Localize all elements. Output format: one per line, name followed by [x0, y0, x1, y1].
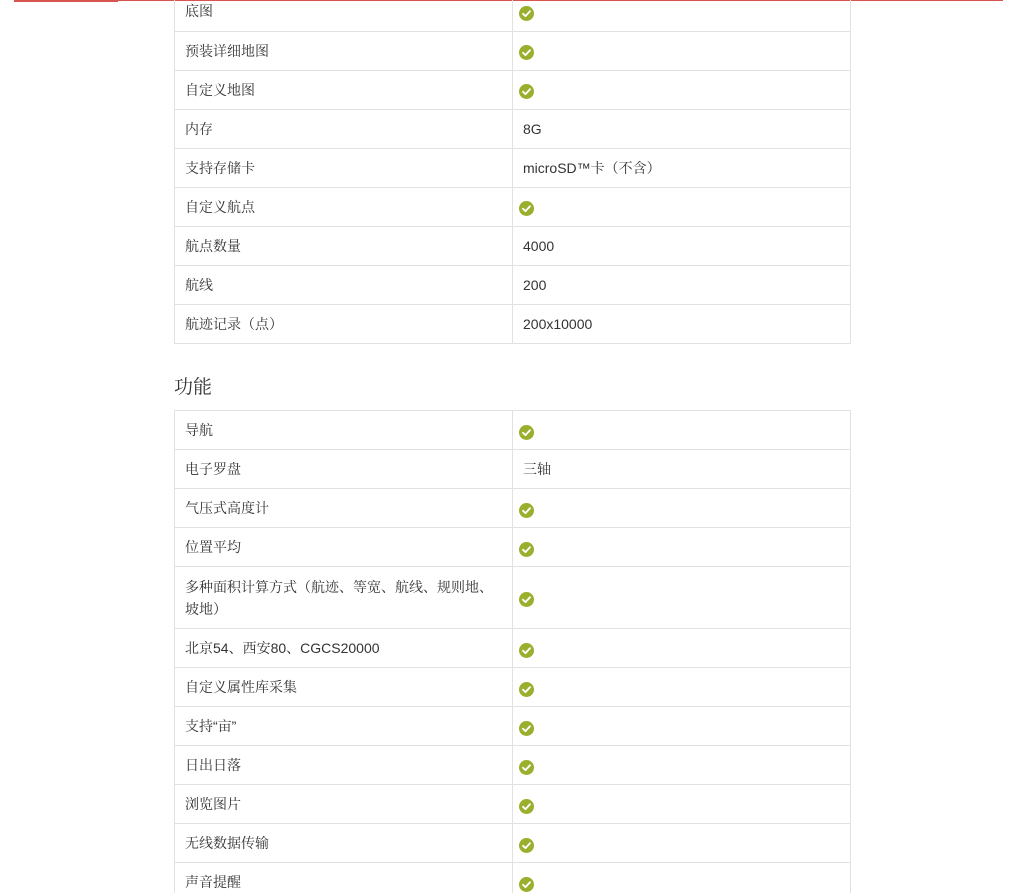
row-value-check — [513, 0, 851, 31]
row-value-check — [513, 489, 851, 528]
row-label: 导航 — [175, 411, 513, 450]
table-row — [175, 411, 851, 450]
row-value-check — [513, 863, 851, 893]
check-circle-icon — [519, 837, 534, 852]
check-circle-icon — [519, 876, 534, 891]
row-label: 声音提醒 — [175, 863, 513, 893]
row-value-check — [513, 746, 851, 785]
table-row — [175, 629, 851, 668]
row-value-check — [513, 824, 851, 863]
row-label: 浏览图片 — [175, 785, 513, 824]
row-label: 北京54、西安80、CGCS20000 — [175, 629, 513, 668]
row-value-check — [513, 567, 851, 629]
table-row — [175, 528, 851, 567]
table-row — [175, 226, 851, 265]
row-value-check — [513, 528, 851, 567]
row-value: 4000 — [513, 226, 851, 265]
table-row — [175, 450, 851, 489]
table-row — [175, 567, 851, 629]
table-row — [175, 863, 851, 893]
row-label: 航点数量 — [175, 226, 513, 265]
row-value-check — [513, 70, 851, 109]
check-circle-icon — [519, 681, 534, 696]
check-circle-icon — [519, 200, 534, 215]
table-row — [175, 824, 851, 863]
check-circle-icon — [519, 83, 534, 98]
row-value: 8G — [513, 109, 851, 148]
row-value: 200 — [513, 265, 851, 304]
table-row — [175, 707, 851, 746]
row-label: 自定义地图 — [175, 70, 513, 109]
check-circle-icon — [519, 424, 534, 439]
table-row — [175, 265, 851, 304]
row-value: microSD™卡（不含） — [513, 148, 851, 187]
table-row — [175, 0, 851, 31]
row-label: 无线数据传输 — [175, 824, 513, 863]
check-circle-icon — [519, 5, 534, 20]
row-label: 自定义属性库采集 — [175, 668, 513, 707]
table-row — [175, 304, 851, 343]
check-circle-icon — [519, 720, 534, 735]
table-row — [175, 746, 851, 785]
table-row — [175, 109, 851, 148]
row-value-check — [513, 668, 851, 707]
row-label: 电子罗盘 — [175, 450, 513, 489]
table-row — [175, 31, 851, 70]
row-label: 气压式高度计 — [175, 489, 513, 528]
table-row — [175, 785, 851, 824]
row-value-check — [513, 31, 851, 70]
check-circle-icon — [519, 591, 534, 606]
row-label: 支持“亩” — [175, 707, 513, 746]
specs-table-body — [175, 0, 851, 343]
row-label: 内存 — [175, 109, 513, 148]
row-label: 预装详细地图 — [175, 31, 513, 70]
row-label: 支持存储卡 — [175, 148, 513, 187]
section-title-functions: 功能 — [174, 377, 213, 398]
table-row — [175, 70, 851, 109]
check-circle-icon — [519, 44, 534, 59]
row-label: 航迹记录（点） — [175, 304, 513, 343]
table-row — [175, 668, 851, 707]
row-value-check — [513, 187, 851, 226]
row-label: 航线 — [175, 265, 513, 304]
check-circle-icon — [519, 798, 534, 813]
row-value: 三轴 — [513, 450, 851, 489]
functions-table-body — [175, 411, 851, 893]
row-value-check — [513, 629, 851, 668]
specs-table — [174, 0, 851, 344]
check-circle-icon — [519, 502, 534, 517]
row-value: 200x10000 — [513, 304, 851, 343]
row-label: 自定义航点 — [175, 187, 513, 226]
row-label: 多种面积计算方式（航迹、等宽、航线、规则地、坡地） — [175, 567, 513, 629]
row-value-check — [513, 707, 851, 746]
header-accent-bar — [14, 0, 118, 2]
table-row — [175, 489, 851, 528]
row-value-check — [513, 785, 851, 824]
table-row — [175, 187, 851, 226]
check-circle-icon — [519, 759, 534, 774]
check-circle-icon — [519, 642, 534, 657]
row-value-check — [513, 411, 851, 450]
row-label: 位置平均 — [175, 528, 513, 567]
row-label: 日出日落 — [175, 746, 513, 785]
functions-table — [174, 410, 851, 893]
table-row — [175, 148, 851, 187]
row-label: 底图 — [175, 0, 513, 31]
check-circle-icon — [519, 541, 534, 556]
